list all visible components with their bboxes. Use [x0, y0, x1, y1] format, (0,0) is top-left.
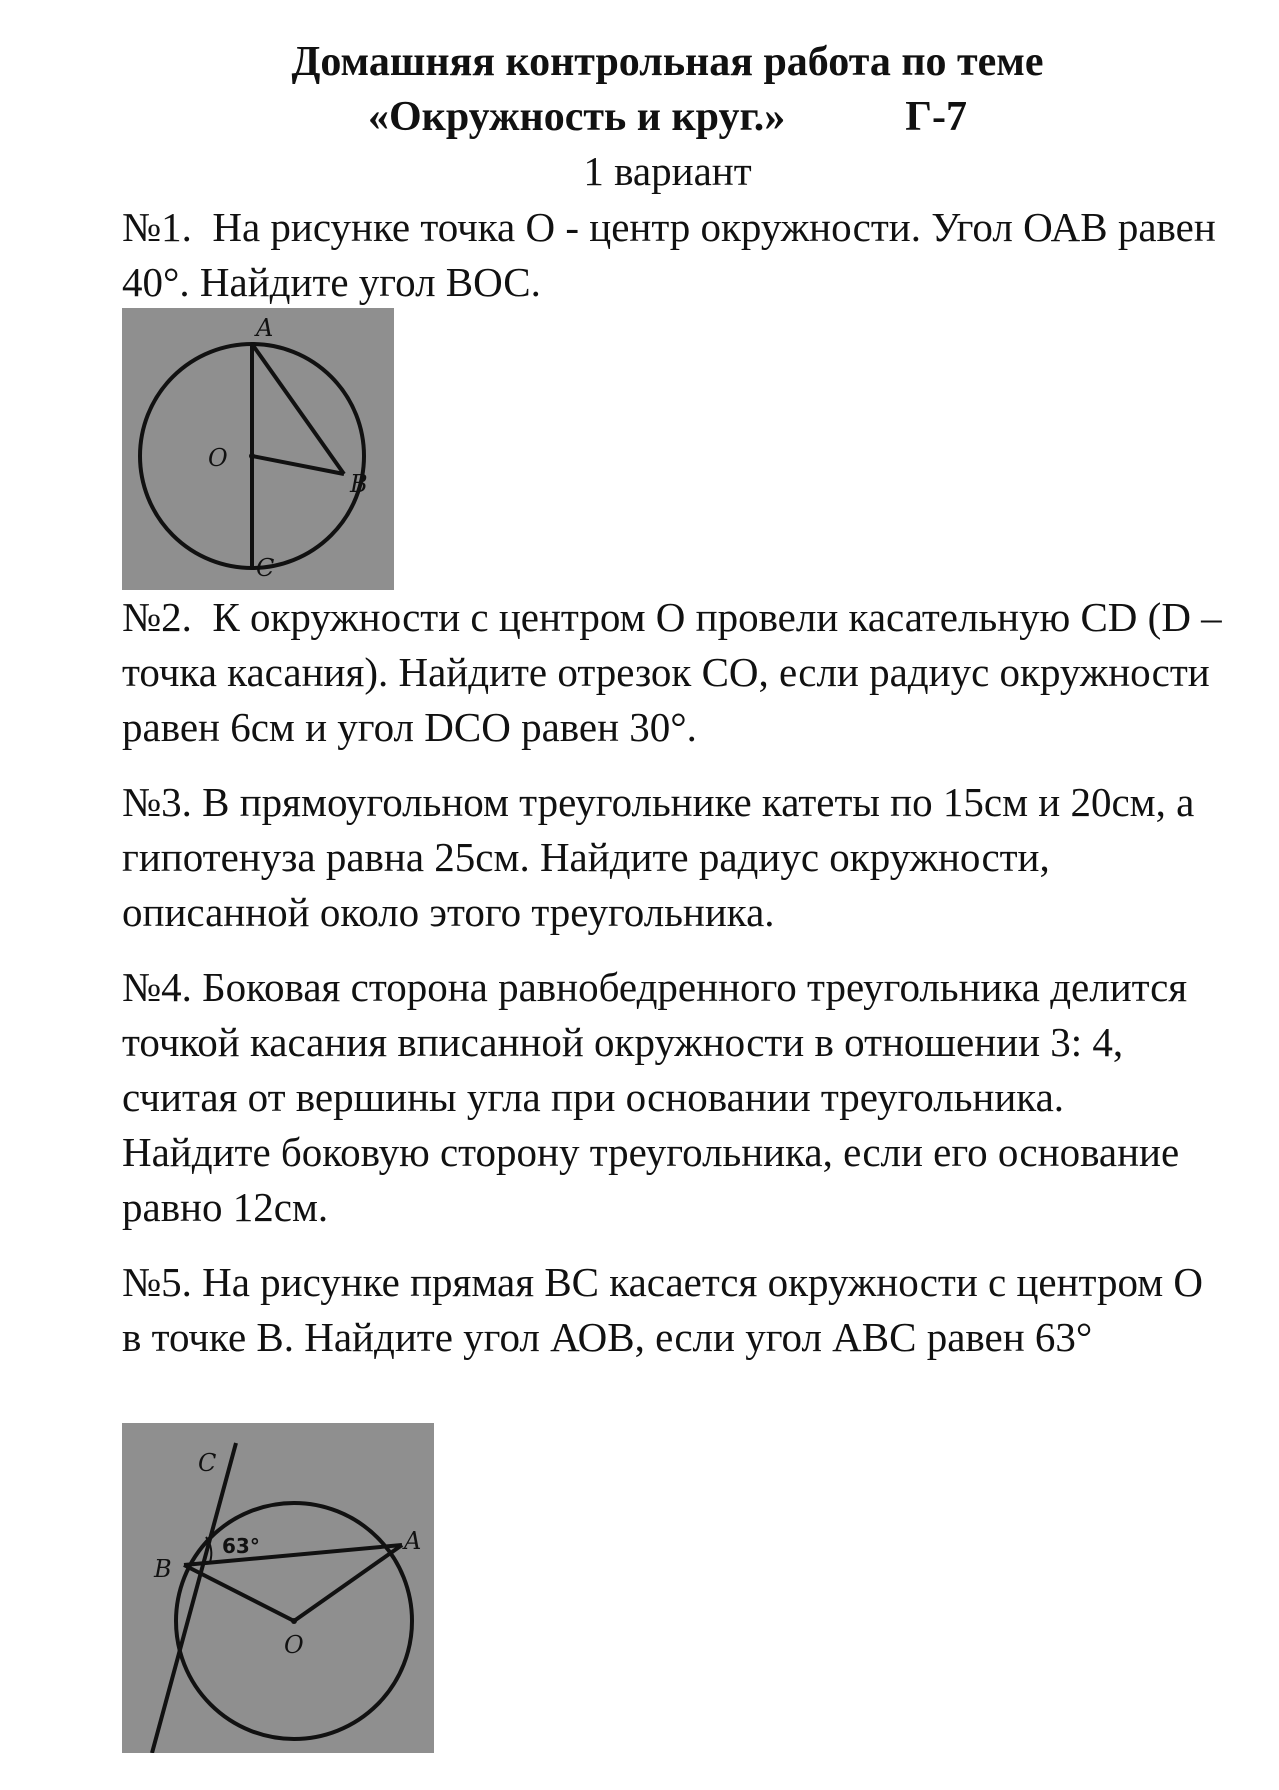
- task-4: [122, 960, 1222, 1235]
- figure-5-tangent: [122, 1423, 434, 1753]
- task-2-number: №2.: [122, 594, 192, 640]
- center-point: [249, 453, 255, 459]
- task-1-number: №1.: [122, 204, 192, 250]
- task-3-text: В прямоугольном треугольнике катеты по 15см и 20см, а гипотенуза равна 25см. Найдите радиус окружности, описанной около этого треугольника.: [122, 779, 1195, 935]
- title-line-1: Домашняя контрольная работа по теме: [291, 39, 1044, 85]
- label-b: B: [350, 470, 368, 498]
- task-2: [122, 590, 1222, 755]
- task-2-text: К окружности с центром О провели касательную CD (D – точка касания). Найдите отрезок СО, если радиус окружности равен 6см и угол DCO равен 30°.: [122, 594, 1222, 750]
- label-o: O: [284, 1631, 304, 1659]
- label-b: B: [154, 1555, 172, 1583]
- label-c: C: [256, 554, 275, 582]
- angle-label: 63°: [222, 1534, 260, 1558]
- radius-oa: [294, 1545, 402, 1621]
- title-line-2: [28, 93, 1279, 141]
- task-1-text: На рисунке точка О - центр окружности. Угол ОАВ равен 40°. Найдите угол ВОС.: [122, 204, 1216, 305]
- center-point: [291, 1618, 297, 1624]
- task-4-number: №4.: [122, 964, 192, 1010]
- chord-ba: [184, 1545, 402, 1565]
- task-1: [122, 200, 1222, 310]
- task-5: [122, 1255, 1222, 1365]
- label-a: A: [256, 314, 274, 342]
- task-5-text: На рисунке прямая ВС касается окружности с центром О в точке В. Найдите угол АОВ, если угол АВС равен 63°: [122, 1259, 1204, 1360]
- task-4-text: Боковая сторона равнобедренного треугольника делится точкой касания вписанной окружности в отношении 3: 4, считая от вершины угла при основании треугольника. Найдите боковую сторону треугольника, если его основание равно 12см.: [122, 964, 1188, 1230]
- variant-label: 1 вариант: [583, 148, 752, 194]
- label-a: A: [404, 1527, 422, 1555]
- label-o: O: [208, 444, 228, 472]
- task-5-number: №5.: [122, 1259, 192, 1305]
- label-c: C: [198, 1449, 217, 1477]
- figure-1-circle: [122, 308, 394, 590]
- radius-ob: [184, 1565, 294, 1621]
- tangent-line-bc: [152, 1443, 236, 1753]
- chord-ab: [252, 344, 344, 474]
- task-3: [122, 775, 1222, 940]
- radius-ob: [252, 456, 344, 474]
- grade-label: Г-7: [905, 94, 967, 140]
- topic-title: «Окружность и круг.»: [367, 94, 786, 140]
- task-3-number: №3.: [122, 779, 192, 825]
